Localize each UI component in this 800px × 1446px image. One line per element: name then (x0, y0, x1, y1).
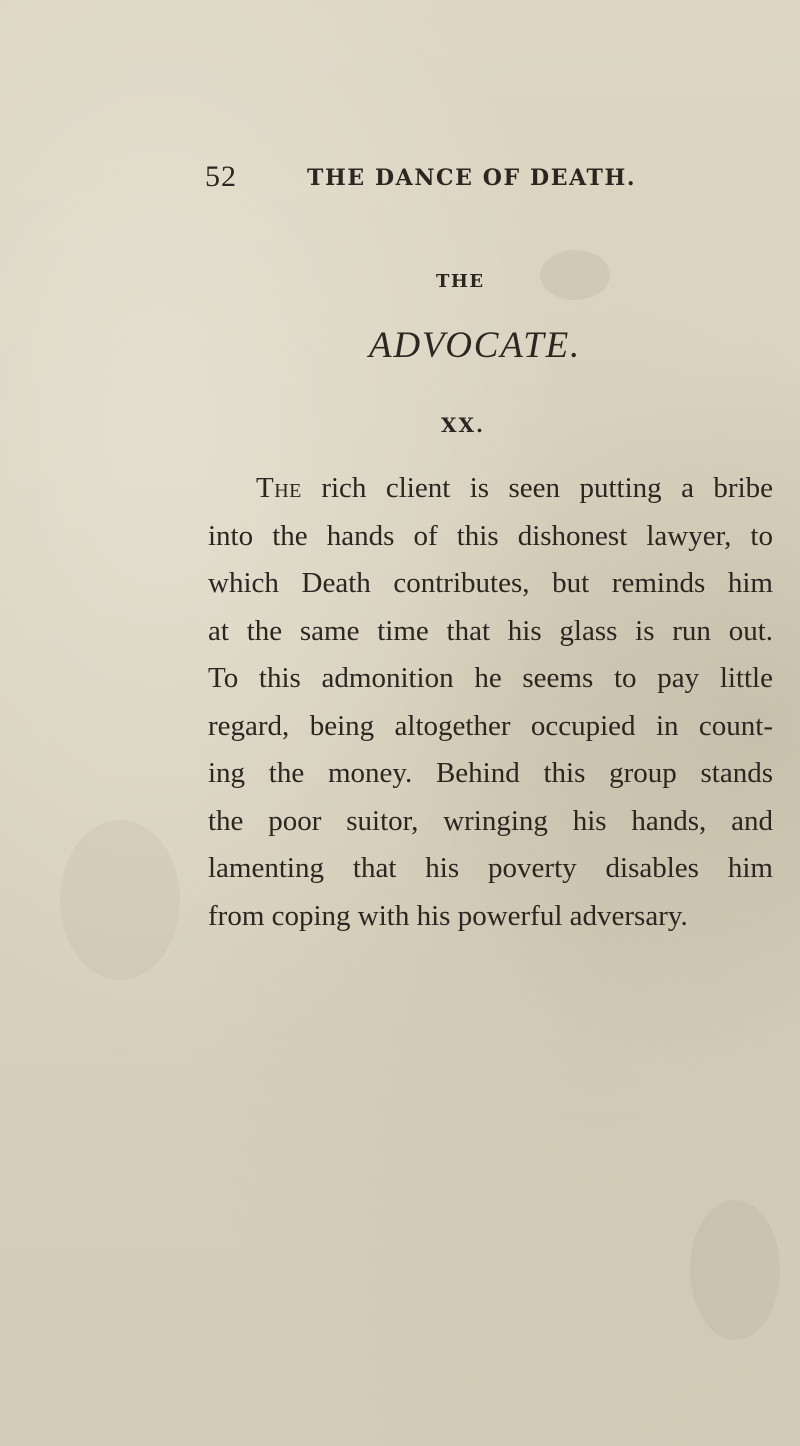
paper-stain (540, 250, 610, 300)
text-line: which Death contributes, but reminds him (208, 567, 773, 599)
running-header (205, 160, 725, 194)
section-kicker: THE (436, 271, 485, 292)
section-title: ADVOCATE. (369, 325, 582, 366)
page-number: 52 (205, 160, 237, 193)
text-line (208, 465, 773, 513)
body-paragraph (208, 465, 773, 940)
text-line: from coping with his powerful adversary. (208, 899, 688, 932)
paper-stain (690, 1200, 780, 1340)
section-number: XX. (441, 413, 485, 437)
paper-stain (60, 820, 180, 980)
text-line-content: rich client is seen putting a bribe (321, 472, 773, 504)
text-line: at the same time that his glass is run out. (208, 614, 773, 647)
running-title: THE DANCE OF DEATH. (307, 165, 637, 191)
text-line: lamenting that his poverty disables him (208, 852, 773, 884)
text-line: To this admonition he seems to pay little (208, 662, 773, 694)
text-line: regard, being altogether occupied in count- (208, 709, 773, 742)
text-line: into the hands of this dishonest lawyer, to (208, 519, 773, 552)
text-line: the poor suitor, wringing his hands, and (208, 804, 773, 837)
text-line: ing the money. Behind this group stands (208, 757, 773, 789)
small-caps-opening-word: The (256, 472, 302, 504)
